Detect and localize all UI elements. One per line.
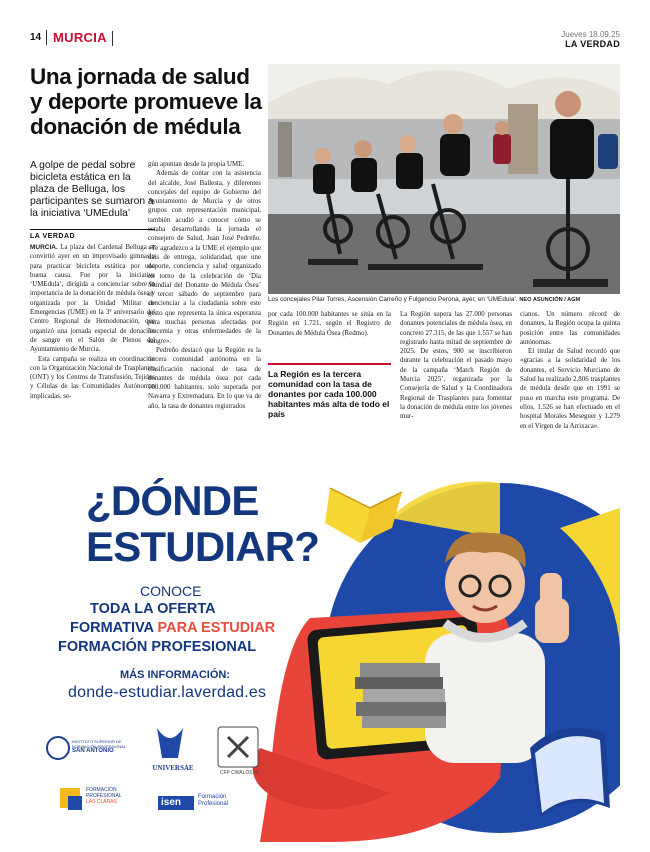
ad-title-line: ¿DÓNDE (86, 477, 259, 524)
logo-text: FORMACIÓN (86, 787, 117, 793)
article-subhead: A golpe de pedal sobre bicicleta estática en la plaza de Belluga, los participantes se sumaron a la iniciativa ‘UMEdula’ (30, 160, 154, 219)
body-column-2 (148, 160, 261, 411)
ad-conoce: CONOCE (140, 583, 202, 599)
logo-universae[interactable]: UNIVERSAE (152, 764, 194, 772)
section-divider (112, 31, 113, 46)
logo-text: SAN ANTONIO (72, 748, 114, 754)
paragraph: El titular de Salud recordó que «gracias a la solidaridad de los donantes, el Servicio Murciano de Salud ha realizado 2.806 trasplantes de médula desde que en 1991 se puso en marcha este programa. De ellos, 1.526 se han efectuado en el hospital Morales Meseguer y 1.279 en el Virgen de la Arrixaca». (520, 348, 620, 430)
paragraph: Además de contar con la asistencia del alcalde, José Ballesta, y diferentes concejales del equipo de Gobierno del Ayuntamiento de Murcia y de otros grupos con representación municipal, también acudió a conocer cómo se estaba desarrollando la jornada el consejero de Salud, Juan José Pedreño. «Te agradezco a la UME el ejemplo que dais de entrega, solidaridad, que une deporte, conciencia y salud organizado en torno de la celebración de ‘Día Mundial del Donante de Médula Ósea’ el tercer sábado de septiembre para concienciar a la ciudadanía sobre este gesto que representa la única esperanza para muchas personas afectadas por leucemia y otras enfermedades de la sangre». (148, 170, 261, 345)
section-label: MURCIA (46, 30, 107, 45)
paragraph: gún apuntan desde la propia UME. (148, 161, 245, 168)
article-headline: Una jornada de salud y deporte promueve la donación de médula (30, 64, 262, 139)
logo-cfp[interactable]: CFP CWALOS III (219, 770, 259, 776)
paragraph: Esta campaña se realiza en coordinación con la Organización Nacional de Trasplantes (ONT) y los Centros de Transfusión, Tejidos y Células de las Comunidades Autónomas implicadas, se- (30, 355, 155, 400)
paragraph: cianos. Un número récord de donantes, la Región ocupa la quinta posición entre las comunidades autónomas. (520, 311, 620, 346)
body-column-4 (400, 310, 512, 422)
spinning-class-illustration (268, 64, 620, 294)
page-number: 14 (30, 32, 42, 43)
caption-text: Los concejales Pilar Torres, Ascensión Carreño y Fulgencio Perona, ayer, en ‘UMEdula’. (268, 296, 518, 303)
ad-title-line: ESTUDIAR? (86, 523, 320, 570)
pull-quote: La Región es la tercera comunidad con la tasa de donantes por cada 100.000 habitantes más alta de todo el país (268, 363, 391, 419)
logo-text: Profesional (198, 801, 229, 807)
page-header (30, 30, 620, 48)
logo-text: PROFESIONAL (86, 793, 122, 799)
ad-offer-line-2 (70, 620, 275, 636)
article-byline: LA VERDAD (30, 229, 155, 240)
advertisement[interactable] (30, 448, 620, 842)
article-photo (268, 64, 620, 294)
logo-las-claras[interactable] (86, 787, 122, 805)
ad-highlight: FORMATIVA (70, 620, 154, 636)
ad-offer-line-3: FORMACIÓN PROFESIONAL (58, 639, 257, 655)
ad-more-info-label: MÁS INFORMACIÓN: (120, 669, 230, 681)
ad-offer-line-1: TODA LA OFERTA (90, 601, 216, 617)
ad-url-link[interactable]: donde-estudiar.laverdad.es (68, 684, 267, 701)
ad-title (86, 478, 319, 570)
logo-text: Formación (198, 794, 227, 800)
body-column-5 (520, 310, 620, 431)
logo-text: FORMACIÓN PROFESIONAL (72, 744, 127, 749)
paragraph: La Región supera las 27.000 personas donantes potenciales de médula ósea, en concreto 27.315, de las que 1.557 se han registrado hasta mitad de septiembre de 2025. De estos, 900 se inscribieron durante la celebración el pasado mayo de la campaña ‘Match Región de Murcia 2025’, organizada por la Consejería de Salud y la Coordinadora Regional de Trasplantes para fomentar la donación de médula entre los jóvenes mur- (400, 311, 512, 421)
logo-text: LAS CLARAS (86, 799, 117, 805)
logo-isen-text (198, 794, 228, 808)
paragraph: Pedreño destacó que la Región es la tercera comunidad autónoma en la clasificación nacional de tasa de donantes de médula ósea por cada 100.000 habitantes, solo superada por Navarra y Extremadura. En lo que va de año, la tasa de donantes registrados (148, 346, 261, 410)
ad-highlight-red: PARA ESTUDIAR (153, 620, 276, 636)
photo-credit: NEO ASUNCIÓN / AGM (519, 297, 581, 303)
body-column-3 (268, 310, 391, 338)
dateline: MURCIA. (30, 244, 58, 251)
issue-date: Jueves 18.09.25 (561, 30, 620, 39)
photo-caption (268, 296, 620, 303)
logo-san-antonio[interactable] (72, 739, 126, 754)
paragraph: por cada 100.000 habitantes se sitúa en la Región en 1.721, según el Registro de Donantes de Médula Ósea (Redmo). (268, 311, 391, 337)
paragraph: La plaza del Cardenal Belluga se convirtió ayer en un improvisado gimnasio para practicar bicicleta estática por una buena causa. Fue por la iniciativa ‘UMEdula’, dirigida a concienciar sobre la importancia de la donación de médula ósea y organizada por la Unidad Militar de Emergencias (UME) en la 3ª aniversario del Centro Regional de Hemodonación, que organizó una jornada especial de donación de sangre en el Salón de Plenos del Ayuntamiento de Murcia. (30, 244, 155, 354)
logo-isen[interactable]: isen (161, 797, 182, 808)
newspaper-brand: LA VERDAD (565, 39, 620, 49)
logo-text: INSTITUTO SUPERIOR DE (72, 739, 122, 744)
book-stack-illustration (355, 663, 446, 728)
body-column-1 (30, 243, 155, 401)
